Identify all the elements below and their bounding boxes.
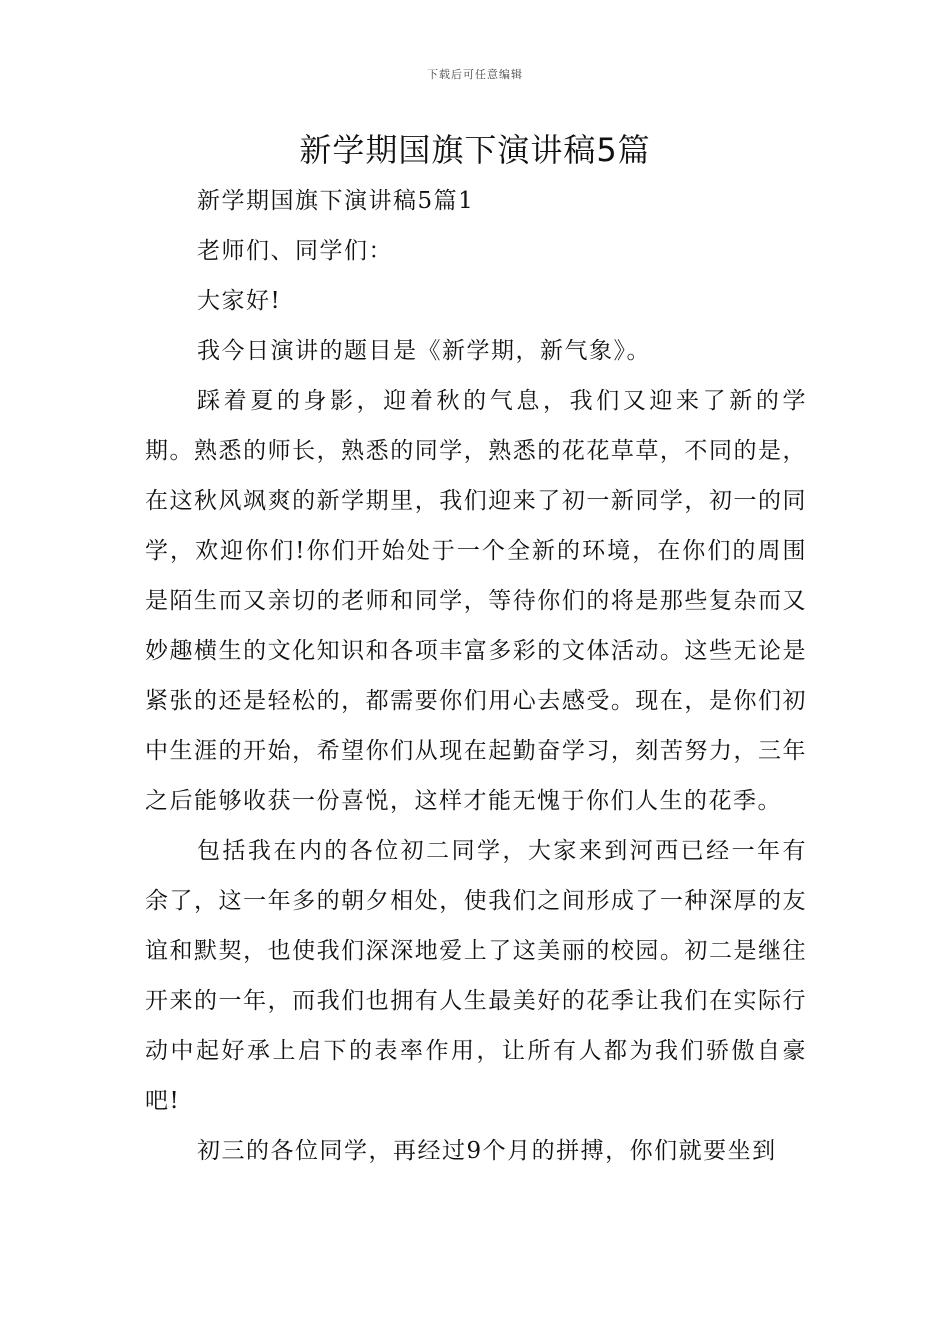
paragraph: 初三的各位同学，再经过9个月的拼搏，你们就要坐到 bbox=[197, 1138, 777, 1164]
paragraph: 踩着夏的身影，迎着秋的气息，我们又迎来了新的学期。熟悉的师长，熟悉的同学，熟悉的花花草草，不同的是，在这秋风飒爽的新学期里，我们迎来了初一新同学，初一的同学，欢迎你们!你们开始处于一个全新的环境，在你们的周围是陌生而又亲切的老师和同学，等待你们的将是那些复杂而又妙趣横生的文化知识和各项丰富多彩的文体活动。这些无论是紧张的还是轻松的，都需要你们用心去感受。现在，是你们初中生涯的开始，希望你们从现在起勤奋学习，刻苦努力，三年之后能够收获一份喜悦，这样才能无愧于你们人生的花季。 bbox=[145, 388, 807, 814]
document-body bbox=[145, 176, 807, 1176]
salutation: 老师们、同学们： bbox=[197, 238, 393, 264]
greeting: 大家好! bbox=[197, 288, 282, 314]
document-title: 新学期国旗下演讲稿5篇 bbox=[299, 131, 651, 169]
header-note: 下载后可任意编辑 bbox=[427, 68, 523, 81]
paragraph: 包括我在内的各位初二同学，大家来到河西已经一年有余了，这一年多的朝夕相处，使我们之间形成了一种深厚的友谊和默契，也使我们深深地爱上了这美丽的校园。初二是继往开来的一年，而我们也拥有人生最美好的花季让我们在实际行动中起好承上启下的表率作用，让所有人都为我们骄傲自豪吧! bbox=[145, 838, 807, 1114]
section-heading: 新学期国旗下演讲稿5篇1 bbox=[197, 188, 475, 214]
speech-topic: 我今日演讲的题目是《新学期，新气象》。 bbox=[197, 338, 651, 364]
